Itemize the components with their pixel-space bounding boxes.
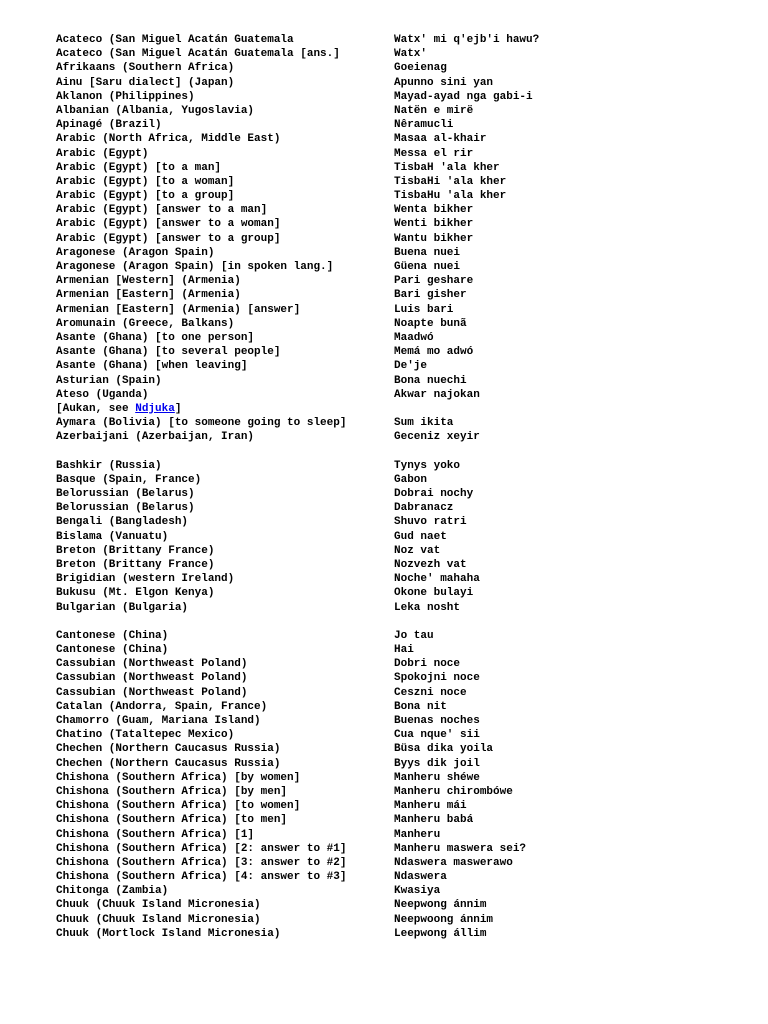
greeting-text: Memá mo adwó: [394, 346, 474, 359]
language-name: Chishona (Southern Africa) [by men]: [56, 785, 288, 798]
language-name: Asante (Ghana) [when leaving]: [56, 360, 248, 373]
greeting-text: Apunno sini yan: [394, 76, 494, 89]
greeting-text: Buena nuei: [394, 246, 461, 259]
language-name: Chishona (Southern Africa) [2: answer to #1]: [56, 842, 347, 855]
language-name: Bukusu (Mt. Elgon Kenya): [56, 587, 215, 600]
greeting-row: [56, 473, 756, 487]
language-name: Chishona (Southern Africa) [3: answer to #2]: [56, 856, 347, 869]
greeting-row: [56, 274, 756, 288]
greeting-text: Mayad-ayad nga gabi-i: [394, 90, 533, 103]
greeting-row: [56, 33, 756, 47]
section-gap: [56, 615, 756, 629]
language-name: Azerbaijani (Azerbaijan, Iran): [56, 431, 255, 444]
language-name: Armenian [Western] (Armenia): [56, 275, 241, 288]
greeting-row: [56, 147, 756, 161]
greeting-text: TisbaHu 'ala kher: [394, 190, 507, 203]
greeting-text: Manheru shéwe: [394, 771, 480, 784]
greeting-text: Noz vat: [394, 544, 441, 557]
greeting-text: Nêramucli: [394, 119, 454, 132]
greeting-row: [56, 189, 756, 203]
greeting-text: Ndaswera maswerawo: [394, 856, 513, 869]
language-name: Chechen (Northern Caucasus Russia): [56, 743, 281, 756]
greeting-row: [56, 303, 756, 317]
greeting-row: [56, 288, 756, 302]
language-name: Arabic (Egypt) [answer to a group]: [56, 232, 281, 245]
greeting-row: [56, 61, 756, 75]
greeting-row: [56, 856, 756, 870]
greeting-text: Buenas noches: [394, 715, 480, 727]
greeting-row: [56, 828, 756, 842]
greeting-text: Dobri noce: [394, 658, 461, 671]
greeting-text: TisbaH 'ala kher: [394, 161, 500, 174]
greeting-row: [56, 402, 756, 416]
greeting-row: [56, 175, 756, 189]
language-name: Asante (Ghana) [to one person]: [56, 331, 255, 344]
language-name: Belorussian (Belarus): [56, 502, 195, 515]
greeting-text: Goeienag: [394, 62, 447, 75]
greeting-row: [56, 132, 756, 146]
language-name: Arabic (Egypt): [56, 147, 149, 160]
greeting-text: Pari geshare: [394, 275, 474, 288]
language-name: Bengali (Bangladesh): [56, 516, 189, 529]
greeting-row: [56, 161, 756, 175]
greeting-row: [56, 260, 756, 274]
language-name: Armenian [Eastern] (Armenia): [56, 289, 241, 302]
language-name: Asante (Ghana) [to several people]: [56, 346, 281, 359]
greeting-row: [56, 657, 756, 671]
greeting-row: [56, 459, 756, 473]
language-name: Chuuk (Mortlock Island Micronesia): [56, 927, 281, 940]
cross-reference-prefix: [Aukan, see: [56, 402, 136, 415]
greeting-row: [56, 317, 756, 331]
greeting-text: Leepwong állim: [394, 927, 487, 940]
greeting-text: Gabon: [394, 473, 428, 486]
language-name: Chatino (Tataltepec Mexico): [56, 729, 235, 742]
language-name: Bislama (Vanuatu): [56, 530, 169, 543]
greeting-text: Kwasiya: [394, 885, 441, 898]
greeting-text: Natën e mirë: [394, 104, 474, 117]
greeting-text: Cua nque' sii: [394, 729, 480, 742]
language-name: Aymara (Bolivia) [to someone going to sleep]: [56, 417, 347, 430]
language-name: Arabic (Egypt) [to a group]: [56, 190, 235, 203]
greeting-row: [56, 487, 756, 501]
language-name: Apinagé (Brazil): [56, 119, 162, 132]
greeting-row: [56, 898, 756, 912]
greeting-row: [56, 331, 756, 345]
greeting-text: Noche' mahaha: [394, 573, 480, 586]
greeting-row: [56, 728, 756, 742]
greeting-text: Tynys yoko: [394, 459, 461, 472]
greeting-text: Leka nosht: [394, 601, 461, 614]
greeting-row: [56, 246, 756, 260]
language-name: Aragonese (Aragon Spain): [56, 246, 215, 259]
language-name: Afrikaans (Southern Africa): [56, 62, 235, 75]
greeting-text: Okone bulayi: [394, 587, 474, 600]
language-name: Cassubian (Northweast Poland): [56, 686, 248, 699]
greeting-text: Messa el rir: [394, 147, 474, 160]
greeting-row: [56, 544, 756, 558]
greeting-text: Maadwó: [394, 331, 434, 344]
greeting-row: [56, 76, 756, 90]
language-name: Chuuk (Chuuk Island Micronesia): [56, 913, 261, 926]
cross-reference: [56, 402, 181, 416]
greeting-row: [56, 799, 756, 813]
greeting-text: Watx' mi q'ejb'i hawu?: [394, 34, 540, 46]
greeting-text: Bona nuechi: [394, 374, 467, 387]
greeting-row: [56, 374, 756, 388]
greeting-text: Nozvezh vat: [394, 558, 467, 571]
greeting-row: [56, 530, 756, 544]
greeting-text: Wantu bikher: [394, 232, 474, 245]
language-name: Belorussian (Belarus): [56, 488, 195, 500]
greeting-text: Bari gisher: [394, 289, 467, 302]
language-name: Chechen (Northern Caucasus Russia): [56, 757, 281, 770]
language-name: Chishona (Southern Africa) [to women]: [56, 800, 301, 813]
language-name: Aklanon (Philippines): [56, 90, 195, 103]
language-name: Cassubian (Northweast Poland): [56, 658, 248, 671]
greeting-row: [56, 345, 756, 359]
language-name: Chishona (Southern Africa) [to men]: [56, 814, 288, 827]
greeting-text: Sum ikita: [394, 417, 454, 430]
greeting-text: Neepwong ánnim: [394, 899, 487, 912]
greeting-row: [56, 388, 756, 402]
greeting-row: [56, 757, 756, 771]
greeting-text: Watx': [394, 48, 428, 61]
greeting-row: [56, 671, 756, 685]
greeting-row: [56, 842, 756, 856]
language-name: Arabic (Egypt) [answer to a woman]: [56, 218, 281, 231]
greeting-text: Masaa al-khair: [394, 133, 487, 146]
greeting-text: Hai: [394, 644, 414, 657]
greeting-row: [56, 203, 756, 217]
language-name: Asturian (Spain): [56, 374, 162, 387]
language-name: Arabic (Egypt) [answer to a man]: [56, 204, 268, 217]
greeting-text: Luis bari: [394, 303, 454, 316]
greeting-text: Büsa dika yoila: [394, 743, 494, 756]
greeting-text: Gud naet: [394, 530, 447, 543]
greeting-row: [56, 47, 756, 61]
greeting-text: Noapte bunã: [394, 317, 467, 330]
greeting-text: Ceszni noce: [394, 686, 467, 699]
greeting-text: Byys dik joil: [394, 757, 480, 770]
greeting-text: Wenti bikher: [394, 218, 474, 231]
greeting-text: Spokojni noce: [394, 672, 480, 685]
greeting-text: Wenta bikher: [394, 204, 474, 217]
greeting-row: [56, 501, 756, 515]
greeting-text: Dobrai nochy: [394, 488, 474, 500]
greeting-row: [56, 884, 756, 898]
language-name: Arabic (Egypt) [to a woman]: [56, 175, 235, 188]
greeting-list: [56, 33, 756, 941]
language-name: Cantonese (China): [56, 629, 169, 642]
greeting-text: Manheru mái: [394, 800, 467, 813]
cross-reference-suffix: ]: [174, 402, 182, 415]
greeting-row: [56, 515, 756, 529]
greeting-text: Manheru: [394, 828, 441, 841]
greeting-row: [56, 586, 756, 600]
greeting-row: [56, 771, 756, 785]
ndjuka-link[interactable]: Ndjuka: [135, 402, 175, 415]
language-name: Chuuk (Chuuk Island Micronesia): [56, 899, 261, 912]
greeting-row: [56, 643, 756, 657]
greeting-row: [56, 927, 756, 941]
greeting-text: Manheru maswera sei?: [394, 842, 527, 855]
language-name: Chamorro (Guam, Mariana Island): [56, 715, 261, 727]
greeting-row: [56, 118, 756, 132]
greeting-row: [56, 558, 756, 572]
language-name: Acateco (San Miguel Acatán Guatemala [ans.]: [56, 48, 340, 61]
greeting-text: Güena nuei: [394, 261, 461, 273]
greeting-row: [56, 416, 756, 430]
greeting-text: Manheru babá: [394, 814, 474, 827]
greeting-text: Neepwoong ánnim: [394, 913, 494, 926]
language-name: Breton (Brittany France): [56, 544, 215, 557]
greeting-row: [56, 785, 756, 799]
greeting-row: [56, 430, 756, 444]
language-name: Ainu [Saru dialect] (Japan): [56, 76, 235, 89]
greeting-row: [56, 700, 756, 714]
greeting-text: Jo tau: [394, 629, 434, 642]
language-name: Brigidian (western Ireland): [56, 573, 235, 586]
language-name: Chishona (Southern Africa) [4: answer to #3]: [56, 871, 347, 884]
greeting-text: Shuvo ratri: [394, 516, 467, 529]
language-name: Albanian (Albania, Yugoslavia): [56, 104, 255, 117]
greeting-row: [56, 742, 756, 756]
language-name: Acateco (San Miguel Acatán Guatemala: [56, 34, 294, 46]
section-gap: [56, 444, 756, 458]
greeting-row: [56, 813, 756, 827]
greeting-text: Geceniz xeyir: [394, 431, 480, 444]
language-name: Chishona (Southern Africa) [by women]: [56, 771, 301, 784]
language-name: Chishona (Southern Africa) [1]: [56, 828, 255, 841]
greeting-row: [56, 686, 756, 700]
greeting-row: [56, 232, 756, 246]
language-name: Basque (Spain, France): [56, 473, 202, 486]
language-name: Catalan (Andorra, Spain, France): [56, 700, 268, 713]
language-name: Chitonga (Zambia): [56, 885, 169, 898]
greeting-text: Bona nit: [394, 700, 447, 713]
greeting-row: [56, 90, 756, 104]
greeting-text: Manheru chirombówe: [394, 785, 513, 798]
greeting-text: Ndaswera: [394, 871, 447, 884]
greeting-text: De'je: [394, 360, 428, 373]
greeting-row: [56, 217, 756, 231]
language-name: Breton (Brittany France): [56, 558, 215, 571]
language-name: Ateso (Uganda): [56, 388, 149, 401]
greeting-row: [56, 104, 756, 118]
language-name: Armenian [Eastern] (Armenia) [answer]: [56, 303, 301, 316]
greeting-row: [56, 359, 756, 373]
language-name: Bashkir (Russia): [56, 459, 162, 472]
greeting-text: Dabranacz: [394, 502, 454, 515]
greeting-text: Akwar najokan: [394, 388, 480, 401]
language-name: Aragonese (Aragon Spain) [in spoken lang.]: [56, 261, 334, 273]
greeting-row: [56, 870, 756, 884]
language-name: Cassubian (Northweast Poland): [56, 672, 248, 685]
language-name: Arabic (Egypt) [to a man]: [56, 161, 222, 174]
language-name: Arabic (North Africa, Middle East): [56, 133, 281, 146]
language-name: Bulgarian (Bulgaria): [56, 601, 189, 614]
greeting-text: TisbaHi 'ala kher: [394, 175, 507, 188]
language-name: Cantonese (China): [56, 644, 169, 657]
greeting-row: [56, 629, 756, 643]
greeting-row: [56, 913, 756, 927]
greeting-row: [56, 601, 756, 615]
language-name: Aromunain (Greece, Balkans): [56, 317, 235, 330]
greeting-row: [56, 572, 756, 586]
greeting-row: [56, 714, 756, 728]
